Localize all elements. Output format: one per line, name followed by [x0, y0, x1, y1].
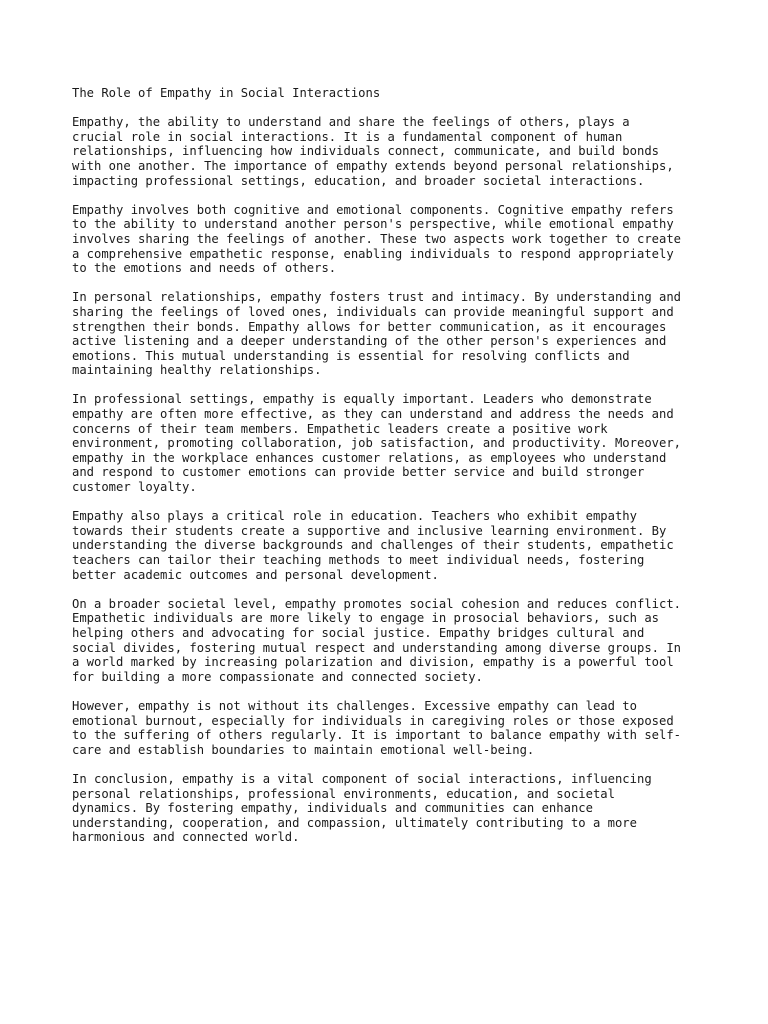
- paragraph-line: better academic outcomes and personal development.: [72, 567, 439, 582]
- paragraph-line: harmonious and connected world.: [72, 830, 300, 845]
- paragraph-line: concerns of their team members. Empathetic leaders create a positive work: [72, 421, 608, 436]
- paragraph-line: customer loyalty.: [72, 480, 197, 495]
- paragraph-line: a world marked by increasing polarization and division, empathy is a powerful tool: [72, 655, 674, 670]
- paragraph-line: sharing the feelings of loved ones, individuals can provide meaningful support and: [72, 304, 674, 319]
- paragraph-line: to the suffering of others regularly. It is important to balance empathy with self-: [72, 728, 682, 743]
- paragraph-line: active listening and a deeper understanding of the other person's experiences and: [72, 334, 667, 349]
- paragraph-line: On a broader societal level, empathy promotes social cohesion and reduces conflict.: [72, 596, 682, 611]
- paragraph-line: environment, promoting collaboration, job satisfaction, and productivity. Moreover,: [72, 436, 682, 451]
- paragraph: [72, 772, 712, 845]
- paragraph-line: personal relationships, professional environments, education, and societal: [72, 786, 615, 801]
- paragraph: [72, 597, 712, 685]
- paragraph-line: Empathy also plays a critical role in education. Teachers who exhibit empathy: [72, 509, 637, 524]
- paragraph: [72, 392, 712, 494]
- paragraph-line: impacting professional settings, education, and broader societal interactions.: [72, 173, 645, 188]
- paragraph-line: a comprehensive empathetic response, enabling individuals to respond appropriately: [72, 246, 674, 261]
- paragraph: [72, 290, 712, 378]
- paragraph-line: understanding the diverse backgrounds and challenges of their students, empathetic: [72, 538, 674, 553]
- document-title: The Role of Empathy in Social Interactions: [72, 86, 381, 100]
- paragraph: [72, 115, 712, 188]
- paragraph-line: However, empathy is not without its challenges. Excessive empathy can lead to: [72, 698, 637, 713]
- paragraph-line: In conclusion, empathy is a vital component of social interactions, influencing: [72, 771, 652, 786]
- paragraph-line: crucial role in social interactions. It is a fundamental component of human: [72, 129, 623, 144]
- paragraph-line: care and establish boundaries to maintain emotional well-being.: [72, 742, 535, 757]
- document-body: [72, 115, 712, 845]
- paragraph-line: emotions. This mutual understanding is essential for resolving conflicts and: [72, 348, 630, 363]
- paragraph-line: teachers can tailor their teaching methods to meet individual needs, fostering: [72, 553, 645, 567]
- paragraph-line: with one another. The importance of empathy extends beyond personal relationships,: [72, 158, 674, 173]
- paragraph: [72, 699, 712, 757]
- paragraph-line: Empathy involves both cognitive and emotional components. Cognitive empathy refers: [72, 202, 674, 217]
- paragraph-line: maintaining healthy relationships.: [72, 363, 322, 378]
- paragraph-line: dynamics. By fostering empathy, individuals and communities can enhance: [72, 801, 593, 816]
- paragraph-line: social divides, fostering mutual respect and understanding among diverse groups. In: [72, 640, 682, 655]
- paragraph-line: In professional settings, empathy is equally important. Leaders who demonstrate: [72, 392, 652, 407]
- paragraph-line: and respond to customer emotions can provide better service and build stronger: [72, 465, 645, 480]
- paragraph: [72, 203, 712, 276]
- paragraph-line: understanding, cooperation, and compassion, ultimately contributing to a more: [72, 815, 637, 830]
- paragraph-line: for building a more compassionate and connected society.: [72, 669, 483, 684]
- paragraph-line: involves sharing the feelings of another. These two aspects work together to create: [72, 231, 682, 246]
- paragraph-line: In personal relationships, empathy fosters trust and intimacy. By understanding and: [72, 290, 682, 305]
- paragraph-line: towards their students create a supportive and inclusive learning environment. By: [72, 523, 667, 538]
- paragraph-line: Empathy, the ability to understand and share the feelings of others, plays a: [72, 115, 630, 130]
- paragraph-line: Empathetic individuals are more likely to engage in prosocial behaviors, such as: [72, 611, 659, 626]
- paragraph-line: to the emotions and needs of others.: [72, 261, 337, 276]
- paragraph-line: helping others and advocating for social justice. Empathy bridges cultural and: [72, 625, 645, 640]
- paragraph-line: emotional burnout, especially for individuals in caregiving roles or those exposed: [72, 713, 674, 728]
- document-page: [72, 86, 712, 859]
- paragraph-line: empathy are often more effective, as they can understand and address the needs and: [72, 407, 674, 422]
- paragraph-line: to the ability to understand another person's perspective, while emotional empathy: [72, 217, 674, 232]
- paragraph-line: strengthen their bonds. Empathy allows for better communication, as it encourages: [72, 319, 667, 334]
- paragraph-line: empathy in the workplace enhances customer relations, as employees who understand: [72, 450, 667, 465]
- paragraph: [72, 509, 712, 582]
- paragraph-line: relationships, influencing how individuals connect, communicate, and build bonds: [72, 144, 659, 159]
